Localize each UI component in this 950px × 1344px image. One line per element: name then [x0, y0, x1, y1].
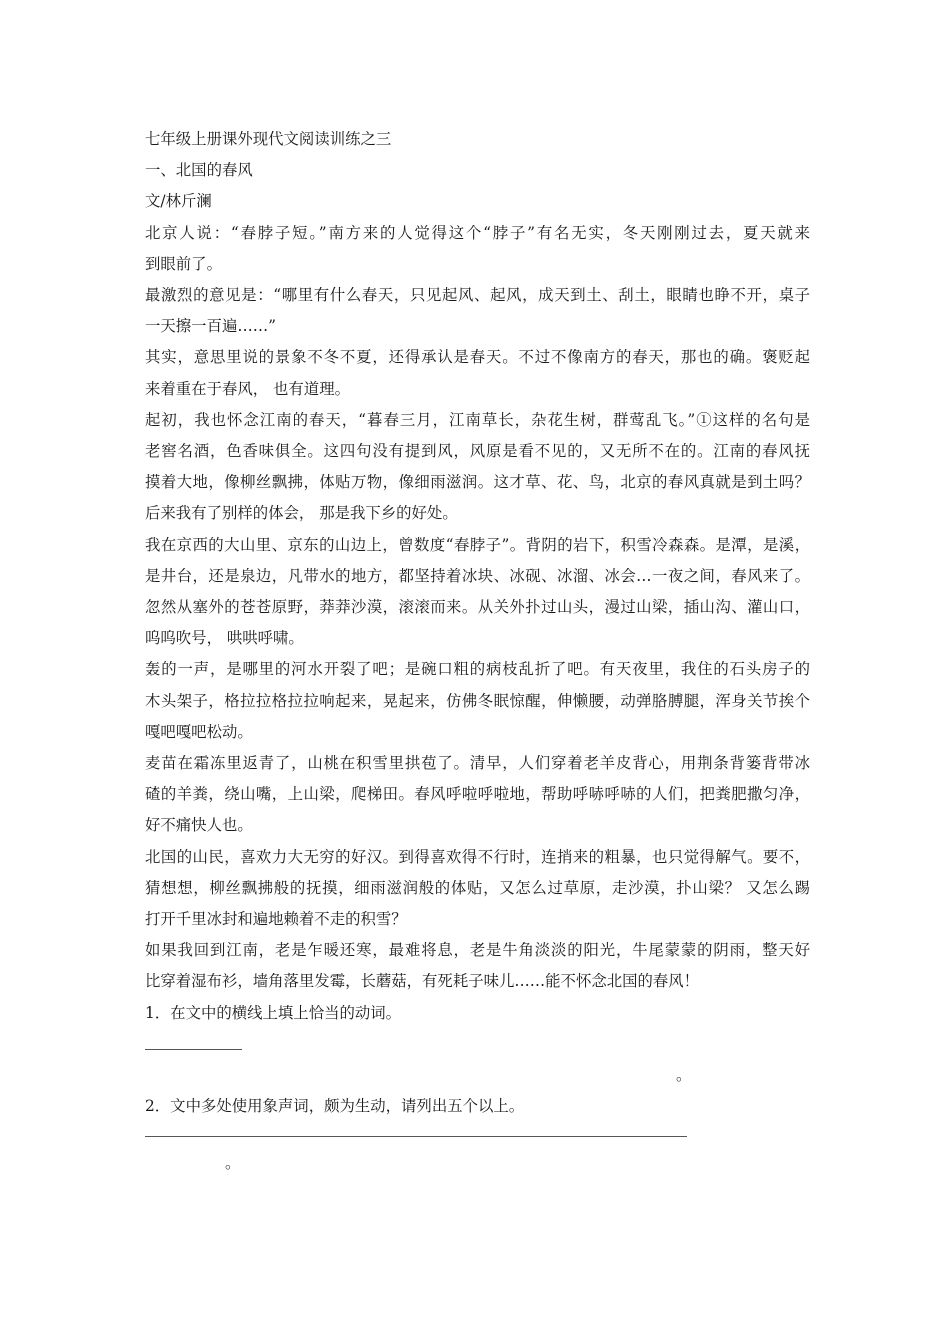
paragraph — [145, 654, 810, 748]
paragraph-line: 起初，我也怀念江南的春天，“暮春三月，江南草长，杂花生树，群莺乱飞。”①这样的名句是 — [145, 410, 810, 429]
paragraph — [145, 748, 810, 842]
paragraph-line: 呜呜吹号， 哄哄呼啸。 — [145, 629, 304, 648]
question-2: 2．文中多处使用象声词，颇为生动，请列出五个以上。 — [145, 1097, 525, 1116]
paragraph-line: 北国的山民，喜欢力大无穷的好汉。到得喜欢得不行时，连捎来的粗暴，也只觉得解气。要不， — [145, 847, 810, 866]
article-title: 一、北国的春风 — [145, 161, 253, 180]
paragraph-line: 其实，意思里说的景象不冬不夏，还得承认是春天。不过不像南方的春天，那也的确。褒贬起 — [145, 348, 810, 367]
paragraph-line: 轰的一声，是哪里的河水开裂了吧；是碗口粗的病枝乱折了吧。有天夜里，我住的石头房子的 — [145, 660, 810, 679]
paragraph — [145, 280, 810, 342]
paragraph-line: 到眼前了。 — [145, 254, 222, 273]
paragraph-line: 忽然从塞外的苍苍原野，莽莽沙漠，滚滚而来。从关外扑过山头，漫过山梁，插山沟、灌山口， — [145, 598, 810, 617]
paragraph-line: 是井台，还是泉边，凡带水的地方，都坚持着冰块、冰砚、冰溜、冰会…一夜之间，春风来了。 — [145, 566, 810, 585]
paragraph-line: 好不痛快人也。 — [145, 816, 253, 835]
paragraph-line: 我在京西的大山里、京东的山边上，曾数度“春脖子”。背阴的岩下，积雪冷森森。是潭，是溪， — [145, 535, 810, 554]
paragraph-line: 打开千里冰封和遍地赖着不走的积雪？ — [145, 910, 407, 929]
document-page — [145, 124, 810, 1185]
paragraph-line: 最激烈的意见是：“哪里有什么春天，只见起风、起风，成天到土、刮土，眼睛也睁不开，桌子 — [145, 286, 810, 305]
paragraph — [145, 530, 810, 655]
answer-blank-1[interactable] — [145, 1029, 810, 1060]
author-line: 文/林斤澜 — [145, 192, 212, 211]
paragraph-line: 一天擦一百遍……” — [145, 317, 276, 336]
document-title: 七年级上册课外现代文阅读训练之三 — [145, 130, 392, 148]
paragraph — [145, 342, 810, 404]
article-body — [145, 218, 810, 998]
answer-end-2: 。 — [225, 1153, 241, 1172]
answer-blank-2[interactable] — [145, 1122, 810, 1153]
paragraph — [145, 842, 810, 936]
paragraph — [145, 405, 810, 530]
answer-end-1: 。 — [676, 1066, 692, 1085]
paragraph-line: 如果我回到江南，老是乍暖还寒，最难将息，老是牛角淡淡的阳光，牛尾蒙蒙的阴雨，整天好 — [145, 941, 810, 960]
paragraph — [145, 935, 810, 997]
question-1: 1．在文中的横线上填上恰当的动词。 — [145, 1003, 402, 1022]
paragraph-line: 摸着大地，像柳丝飘拂，体贴万物，像细雨滋润。这才草、花、鸟，北京的春风真就是到土吗？ — [145, 473, 810, 492]
paragraph-line: 后来我有了别样的体会， 那是我下乡的好处。 — [145, 504, 458, 523]
paragraph-line: 来着重在于春风， 也有道理。 — [145, 379, 350, 398]
paragraph-line: 比穿着湿布衫，墙角落里发霉，长蘑菇，有死耗子味儿……能不怀念北国的春风！ — [145, 972, 700, 991]
paragraph-line: 碴的羊粪，绕山嘴，上山梁，爬梯田。春风呼啦呼啦地，帮助呼哧呼哧的人们，把粪肥撒匀净， — [145, 785, 810, 804]
paragraph-line: 老窖名酒，色香味俱全。这四句没有提到风，风原是看不见的，又无所不在的。江南的春风抚 — [145, 442, 810, 461]
paragraph-line: 嘎吧嘎吧松动。 — [145, 722, 253, 741]
paragraph-line: 木头架子，格拉拉格拉拉响起来，晃起来，仿佛冬眠惊醒，伸懒腰，动弹胳膊腿，浑身关节挨个 — [145, 691, 810, 710]
paragraph-line: 麦苗在霜冻里返青了，山桃在积雪里拱苞了。清早，人们穿着老羊皮背心，用荆条背篓背带冰 — [145, 754, 810, 773]
paragraph-line: 猜想想，柳丝飘拂般的抚摸，细雨滋润般的体贴，又怎么过草原，走沙漠，扑山梁？ 又怎么踢 — [145, 878, 810, 897]
paragraph — [145, 218, 810, 280]
paragraph-line: 北京人说：“春脖子短。”南方来的人觉得这个“脖子”有名无实，冬天刚刚过去，夏天就来 — [145, 223, 810, 242]
